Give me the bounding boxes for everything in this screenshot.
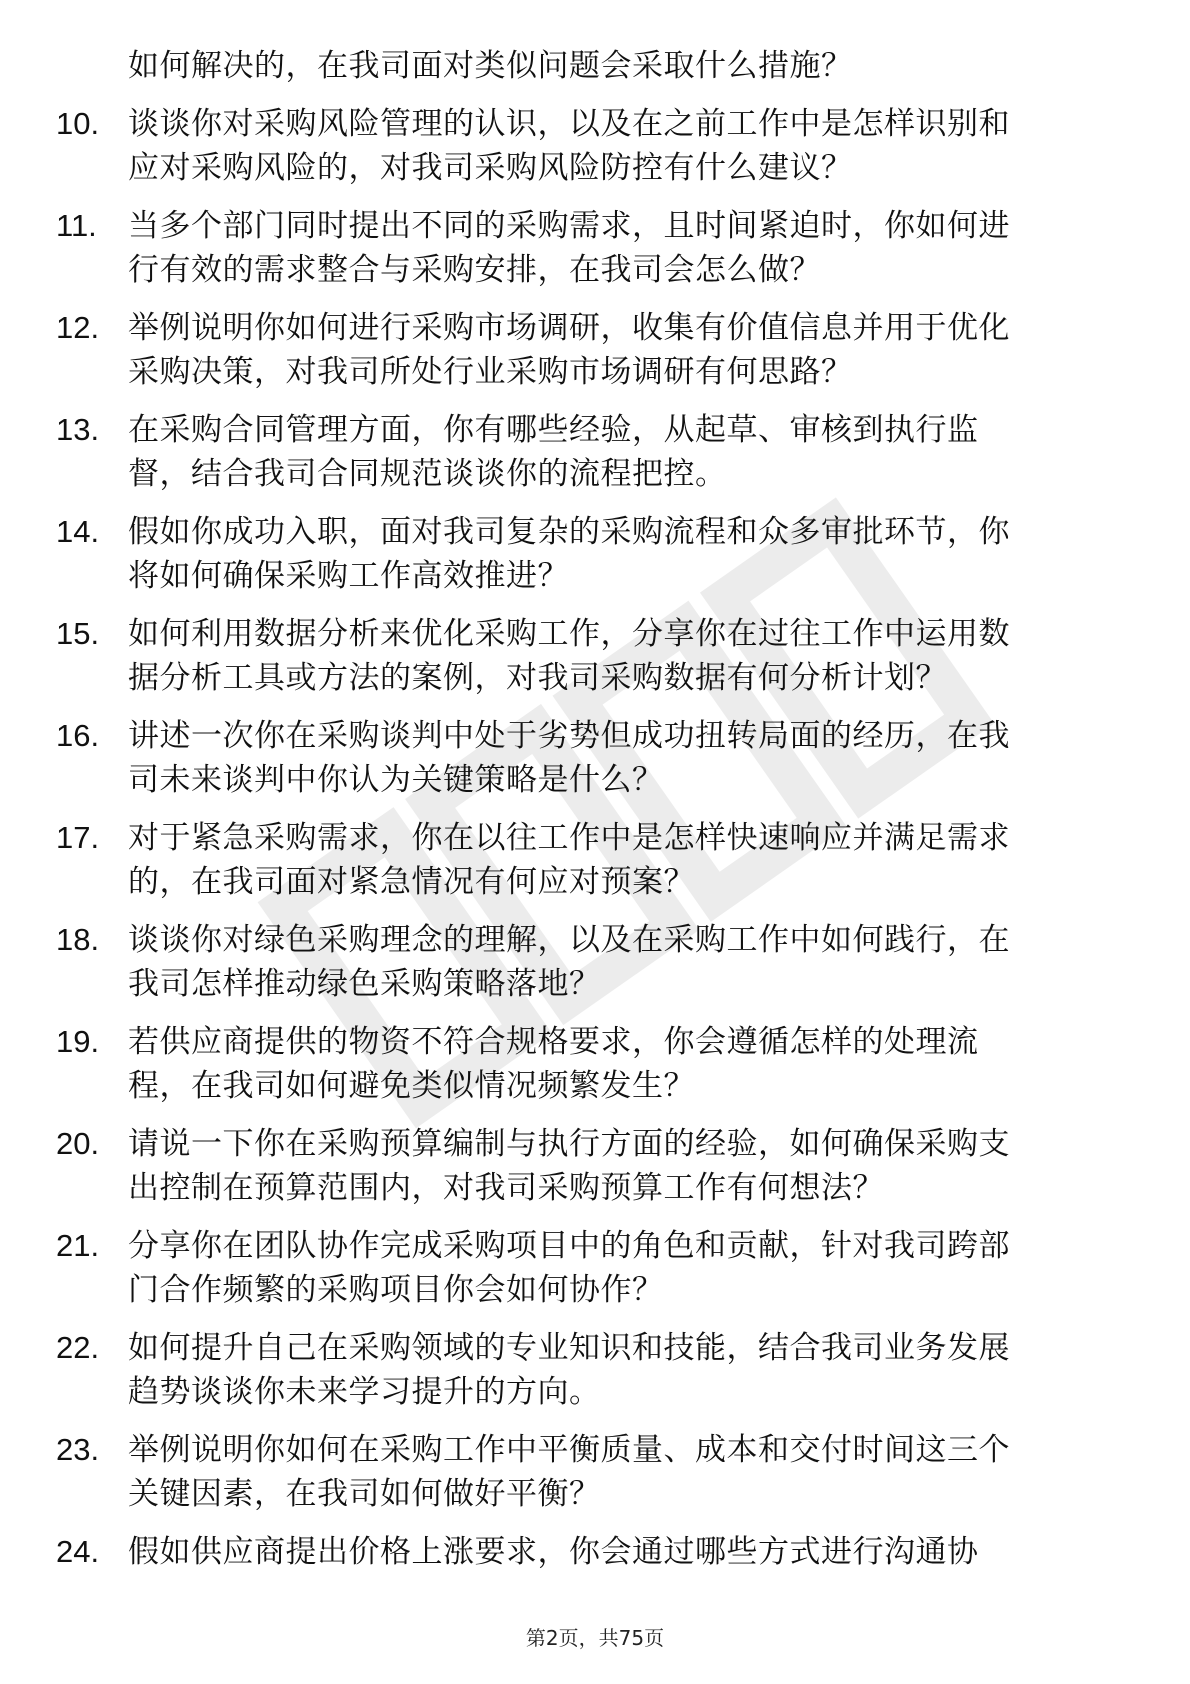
question-line: 谈谈你对采购风险管理的认识，以及在之前工作中是怎样识别和 (128, 106, 1010, 142)
question-text (128, 816, 1116, 904)
question-number: 15. (56, 616, 100, 651)
question-text (128, 1020, 1116, 1108)
question-number: 13. (56, 412, 100, 447)
question-number: 16. (56, 718, 100, 753)
question-number: 11. (56, 208, 97, 243)
list-item (56, 510, 1116, 598)
question-line: 谈谈你对绿色采购理念的理解，以及在采购工作中如何践行，在 (128, 922, 1010, 958)
question-text (128, 918, 1116, 1006)
question-text (128, 1224, 1116, 1312)
question-line: 讲述一次你在采购谈判中处于劣势但成功扭转局面的经历，在我 (128, 718, 1010, 754)
question-line: 的，在我司面对紧急情况有何应对预案？ (128, 864, 695, 900)
list-item (56, 612, 1116, 700)
question-line: 如何利用数据分析来优化采购工作，分享你在过往工作中运用数 (128, 616, 1010, 652)
question-line: 假如你成功入职，面对我司复杂的采购流程和众多审批环节，你 (128, 514, 1010, 550)
list-item (56, 1122, 1116, 1210)
list-item (56, 1326, 1116, 1414)
question-number: 19. (56, 1024, 100, 1059)
list-item (56, 1428, 1116, 1516)
list-item (56, 204, 1116, 292)
question-text (128, 1428, 1116, 1516)
question-line: 如何提升自己在采购领域的专业知识和技能，结合我司业务发展 (128, 1330, 1010, 1366)
list-item (56, 408, 1116, 496)
question-line: 假如供应商提出价格上涨要求，你会通过哪些方式进行沟通协 (128, 1534, 979, 1570)
question-line: 若供应商提供的物资不符合规格要求，你会遵循怎样的处理流 (128, 1024, 979, 1060)
question-line: 采购决策，对我司所处行业采购市场调研有何思路？ (128, 354, 853, 390)
list-item (56, 816, 1116, 904)
question-line: 出控制在预算范围内，对我司采购预算工作有何想法？ (128, 1170, 884, 1206)
page-number: 第2页，共75页 (525, 1626, 665, 1650)
question-line: 据分析工具或方法的案例，对我司采购数据有何分析计划？ (128, 660, 947, 696)
question-number: 14. (56, 514, 100, 549)
list-item (56, 1530, 1116, 1574)
continuation-text: 如何解决的，在我司面对类似问题会采取什么措施？ (128, 48, 853, 84)
question-text (128, 1326, 1116, 1414)
question-line: 请说一下你在采购预算编制与执行方面的经验，如何确保采购支 (128, 1126, 1010, 1162)
question-line: 应对采购风险的，对我司采购风险防控有什么建议？ (128, 150, 853, 186)
question-number: 10. (56, 106, 100, 141)
question-line: 我司怎样推动绿色采购策略落地？ (128, 966, 601, 1002)
question-number: 24. (56, 1534, 100, 1569)
list-item (56, 306, 1116, 394)
question-line: 程，在我司如何避免类似情况频繁发生？ (128, 1068, 695, 1104)
question-line: 关键因素，在我司如何做好平衡？ (128, 1476, 601, 1512)
question-text (128, 408, 1116, 496)
question-number: 12. (56, 310, 100, 345)
question-line: 举例说明你如何在采购工作中平衡质量、成本和交付时间这三个 (128, 1432, 1010, 1468)
question-text (128, 1122, 1116, 1210)
question-text (128, 612, 1116, 700)
question-line: 举例说明你如何进行采购市场调研，收集有价值信息并用于优化 (128, 310, 1010, 346)
list-item (56, 1020, 1116, 1108)
question-line: 司未来谈判中你认为关键策略是什么？ (128, 762, 664, 798)
question-line: 对于紧急采购需求，你在以往工作中是怎样快速响应并满足需求 (128, 820, 1010, 856)
question-line: 分享你在团队协作完成采购项目中的角色和贡献，针对我司跨部 (128, 1228, 1010, 1264)
question-line: 趋势谈谈你未来学习提升的方向。 (128, 1374, 601, 1410)
question-line: 督，结合我司合同规范谈谈你的流程把控。 (128, 456, 727, 492)
question-line: 在采购合同管理方面，你有哪些经验，从起草、审核到执行监 (128, 412, 979, 448)
question-text (128, 204, 1116, 292)
question-number: 17. (56, 820, 100, 855)
question-number: 23. (56, 1432, 100, 1467)
list-item (56, 714, 1116, 802)
list-item (56, 102, 1116, 190)
question-text (128, 102, 1116, 190)
question-line: 门合作频繁的采购项目你会如何协作？ (128, 1272, 664, 1308)
question-line: 行有效的需求整合与采购安排，在我司会怎么做？ (128, 252, 821, 288)
question-text (128, 306, 1116, 394)
question-number: 22. (56, 1330, 100, 1365)
list-item (56, 1224, 1116, 1312)
question-line: 将如何确保采购工作高效推进？ (128, 558, 569, 594)
question-line: 当多个部门同时提出不同的采购需求，且时间紧迫时，你如何进 (128, 208, 1010, 244)
question-number: 21. (56, 1228, 100, 1263)
question-text (128, 1530, 1116, 1574)
question-list (56, 44, 1116, 1588)
question-text (128, 510, 1116, 598)
question-number: 18. (56, 922, 100, 957)
question-text (128, 714, 1116, 802)
question-number: 20. (56, 1126, 100, 1161)
list-item (56, 918, 1116, 1006)
